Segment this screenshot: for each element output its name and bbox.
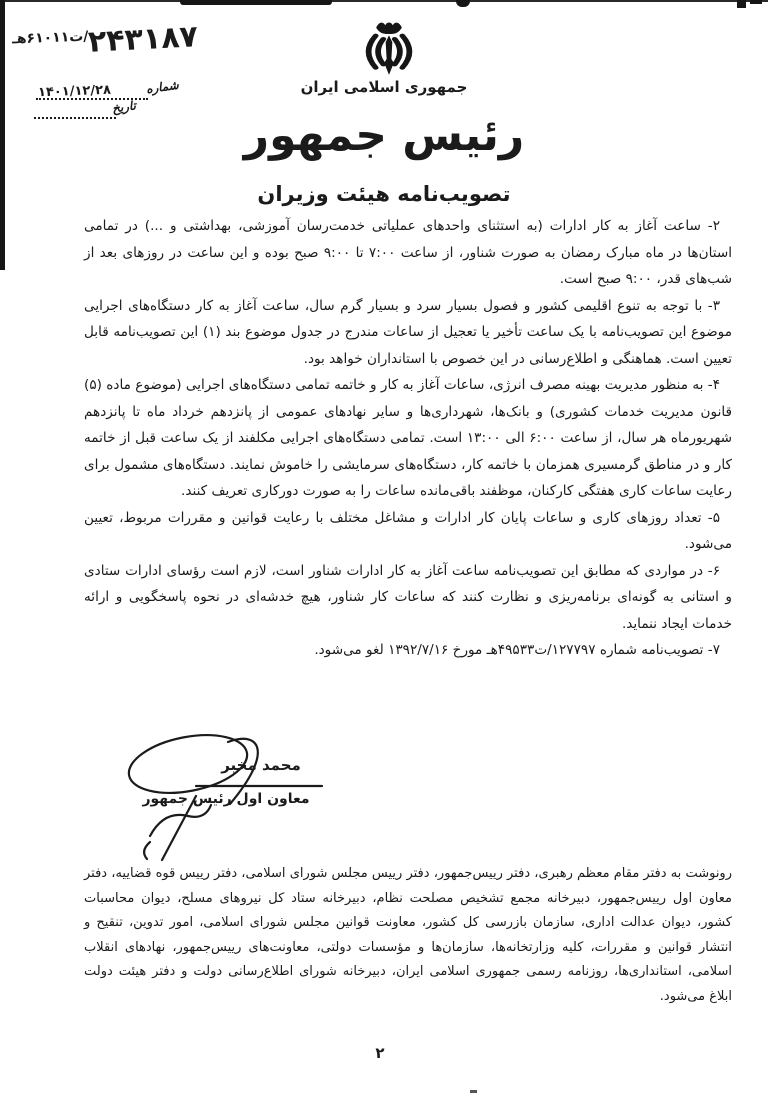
scan-artifact-top-chunk <box>180 0 332 5</box>
date-field-dotted-line <box>34 117 116 119</box>
decree-clause-4: ۴- به منظور مدیریت بهینه مصرف انرژی، ساعات آغاز به کار و خاتمه تمامی دستگاه‌های اجرایی (موضوع ماده (۵) قانون مدیریت خدمات کشوری) و بانک‌ها، شهرداری‌ها و سایر نهادهای عمومی از پانزدهم خرداد ماه تا پانزدهم شهریورماه هر سال، از ساعت ۶:۰۰ الی ۱۳:۰۰ است. تمامی دستگاه‌های اجرایی مکلفند از یک ساعت قبل از خاتمه کار و در مناطق گرمسیری همزمان با خاتمه کار، دستگاه‌های سرمایشی را خاموش نمایند. دستگاه‌های مشمول برای رعایت ساعات کاری هفتگی کارکنان، موظفند باقی‌مانده ساعات را به صورت دورکاری تعریف کنند. <box>84 377 732 499</box>
document-type-title: تصویب‌نامه هیئت وزیران <box>257 182 511 206</box>
decree-clause-6: ۶- در مواردی که مطابق این تصویب‌نامه ساعت آغاز به کار ادارات شناور است، لازم است رؤسای ادارات ستادی و استانی به گونه‌ای برنامه‌ریزی و نظارت کنند که ساعات کار شناور، هیچ خدشه‌ای در نحوه پاسخگویی و ارائه خدمات ایجاد ننماید. <box>84 562 732 632</box>
date-field-label: تاریخ <box>111 98 137 116</box>
republic-title: جمهوری اسلامی ایران <box>300 78 468 96</box>
scan-artifact-left-bar <box>0 0 5 270</box>
signer-name: محمد مخبر <box>221 756 301 774</box>
scan-artifact-left-bar-tail <box>1 0 4 22</box>
decree-clause-7: ۷- تصویب‌نامه شماره ۱۲۷۷۹۷/ت۴۹۵۳۳هـ مورخ ۱۳۹۲/۷/۱۶ لغو می‌شود. <box>314 642 720 658</box>
decree-clause-3: ۳- با توجه به تنوع اقلیمی کشور و فصول بسیار سرد و بسیار گرم سال، ساعت آغاز به کار دستگاه‌های اجرایی موضوع این تصویب‌نامه با یک ساعت تأخیر یا تعجیل از ساعات مندرج در جدول موضوع بند (۱) این تصویب‌نامه قابل تعیین است. هماهنگی و اطلاع‌رسانی در این خصوص با استانداران خواهد بود. <box>84 297 732 367</box>
signer-title: معاون اول رئیس جمهور <box>142 791 310 807</box>
page-number: ۲ <box>375 1044 385 1062</box>
number-field-label: شماره <box>145 77 180 97</box>
scan-artifact-bottom-dot <box>470 1090 477 1093</box>
scan-artifact-top-blob <box>456 0 470 7</box>
distribution-note: رونوشت به دفتر مقام معظم رهبری، دفتر رییس‌جمهور، دفتر رییس مجلس شورای اسلامی، دفتر رییس قوه قضاییه، دفتر معاون اول رییس‌جمهور، دبیرخانه مجمع تشخیص مصلحت نظام، دبیرخانه ستاد کل نیروهای مسلح، دیوان محاسبات کشور، دیوان عدالت اداری، سازمان بازرسی کل کشور، معاونت قوانین مجلس شورای اسلامی، امور تدوین، تنقیح و انتشار قوانین و مقررات، کلیه وزارتخانه‌ها، سازمان‌ها و مؤسسات دولتی، معاونت‌های رییس‌جمهور، نهادهای انقلاب اسلامی، استانداری‌ها، روزنامه رسمی جمهوری اسلامی ایران، دبیرخانه شورای اطلاع‌رسانی دولت و دفتر هیئت دولت ابلاغ می‌شود. <box>84 866 732 1004</box>
decree-clause-2: ۲- ساعت آغاز به کار ادارات (به استثنای واحدهای عملیاتی خدمت‌رسان آموزشی، بهداشتی و ...) در تمامی استان‌ها در ماه مبارک رمضان به صورت شناور، از ساعت ۷:۰۰ تا ۹:۰۰ صبح بوده و این ساعت در روزهای بعد از شب‌های قدر، ۹:۰۰ صبح است. <box>84 218 732 287</box>
scan-artifact-top-line <box>0 0 768 2</box>
scan-artifact-top-right-mark <box>737 0 746 8</box>
handwritten-date: ۱۴۰۱/۱۲/۲۸ <box>37 82 112 101</box>
president-title: رئیس جمهور <box>243 110 525 161</box>
decree-body <box>84 213 732 664</box>
iran-emblem-icon <box>351 19 427 79</box>
handwritten-registration-number-suffix: /ت۶۱۰۱۱هـ <box>11 28 89 48</box>
handwritten-registration-number: ۲۴۳۱۸۷ <box>87 19 199 60</box>
decree-clause-5: ۵- تعداد روزهای کاری و ساعات پایان کار ادارات و مشاغل مختلف با رعایت قوانین و مقررات مربوط، تعیین می‌شود. <box>84 509 732 552</box>
scan-artifact-top-right-mark2 <box>750 0 762 4</box>
